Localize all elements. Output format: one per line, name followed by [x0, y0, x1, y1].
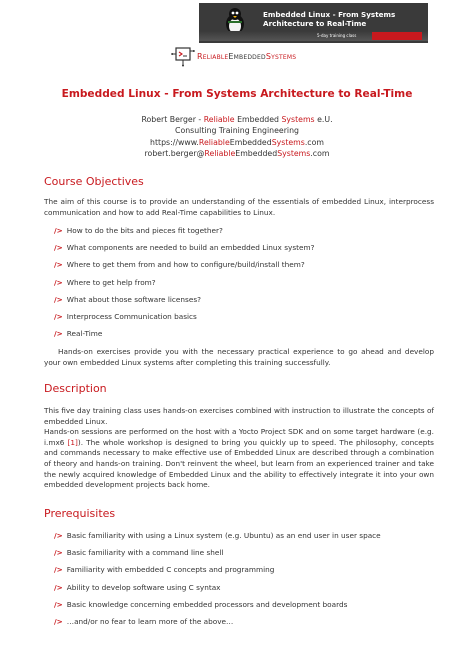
description-paragraph: This five day training class uses hands-on exercises combined with instruction to illustrate the concepts of embedded Linux. Hands-on sessions are performed on the host with a Yocto Project SDK and on some target hardware (e.g. i.mx6 [1]). The whole workshop is designed to bring you quickly up to speed. The philosophy, concepts and commands necessary to make effective use of Embedded Linux are described through a combination of theory and hands-on training. Don't reinvent the wheel, but learn from an experienced trainer and take the newly acquired knowledge of Embedded Linux and the ability to effectively integrate it into your own embedded development projects back home.: [44, 406, 434, 490]
list-item: /> …and/or no fear to learn more of the above…: [54, 616, 234, 626]
objectives-outro: Hands-on exercises provide you with the necessary practical experience to go ahead and develop your own embedded Linux systems after completing this training successfully.: [44, 347, 434, 367]
banner-title: Embedded Linux - From Systems Architecture to Real-Time: [263, 10, 396, 28]
arrow-marker-icon: />: [54, 582, 63, 592]
arrow-marker-icon: />: [54, 599, 63, 609]
document-title: Embedded Linux - From Systems Architecture to Real-Time: [61, 88, 413, 100]
author-block: [0, 114, 474, 159]
list-item: /> Where to get help from?: [54, 277, 156, 287]
header-banner: [199, 3, 428, 43]
arrow-marker-icon: />: [54, 329, 63, 339]
company-logo: [171, 45, 296, 67]
description-heading: Description: [44, 382, 107, 395]
list-item: /> How to do the bits and pieces fit together?: [54, 226, 223, 235]
list-item: /> Interprocess Communication basics: [54, 311, 197, 321]
banner-accent-bar: [372, 32, 422, 40]
list-item: /> Basic knowledge concerning embedded processors and development boards: [54, 599, 348, 609]
author-email-link[interactable]: robert.berger@ReliableEmbeddedSystems.com: [144, 148, 330, 158]
objectives-intro: The aim of this course is to provide an understanding of the essentials of embedded Linux, interprocess communication and how to add Real-Time capabilities to Linux.: [44, 197, 434, 217]
arrow-marker-icon: />: [54, 294, 63, 304]
list-item: /> Basic familiarity with a command line shell: [54, 548, 224, 558]
objectives-list: [54, 226, 314, 346]
objectives-heading: Course Objectives: [44, 175, 144, 188]
arrow-marker-icon: />: [54, 243, 63, 253]
author-website-link[interactable]: https://www.ReliableEmbeddedSystems.com: [150, 137, 324, 147]
prerequisites-list: [54, 531, 381, 634]
list-item: /> Ability to develop software using C syntax: [54, 582, 221, 592]
list-item: /> Familiarity with embedded C concepts and programming: [54, 565, 275, 575]
list-item: /> Real-Time: [54, 329, 103, 339]
arrow-marker-icon: />: [54, 260, 63, 270]
reference-link[interactable]: [1]: [67, 437, 78, 447]
circuit-monitor-icon: [171, 45, 195, 67]
arrow-marker-icon: />: [54, 311, 63, 321]
list-item: /> What about those software licenses?: [54, 294, 202, 304]
prerequisites-heading: Prerequisites: [44, 507, 116, 520]
arrow-marker-icon: />: [54, 531, 63, 540]
arrow-marker-icon: />: [54, 616, 63, 626]
arrow-marker-icon: />: [54, 548, 63, 558]
author-role: Consulting Training Engineering: [175, 126, 299, 136]
list-item: /> What components are needed to build an embedded Linux system?: [54, 243, 315, 253]
logo-wordmark: ReliableEmbeddedSystems: [197, 51, 297, 61]
arrow-marker-icon: />: [54, 226, 63, 235]
author-name-line: Robert Berger - Reliable Embedded Systems e.U.: [141, 115, 333, 124]
list-item: /> Basic familiarity with using a Linux system (e.g. Ubuntu) as an end user in user space: [54, 531, 381, 540]
arrow-marker-icon: />: [54, 277, 63, 287]
list-item: /> Where to get them from and how to configure/build/install them?: [54, 260, 305, 270]
arrow-marker-icon: />: [54, 565, 63, 575]
banner-subtitle: 5-day training class: [317, 33, 357, 38]
